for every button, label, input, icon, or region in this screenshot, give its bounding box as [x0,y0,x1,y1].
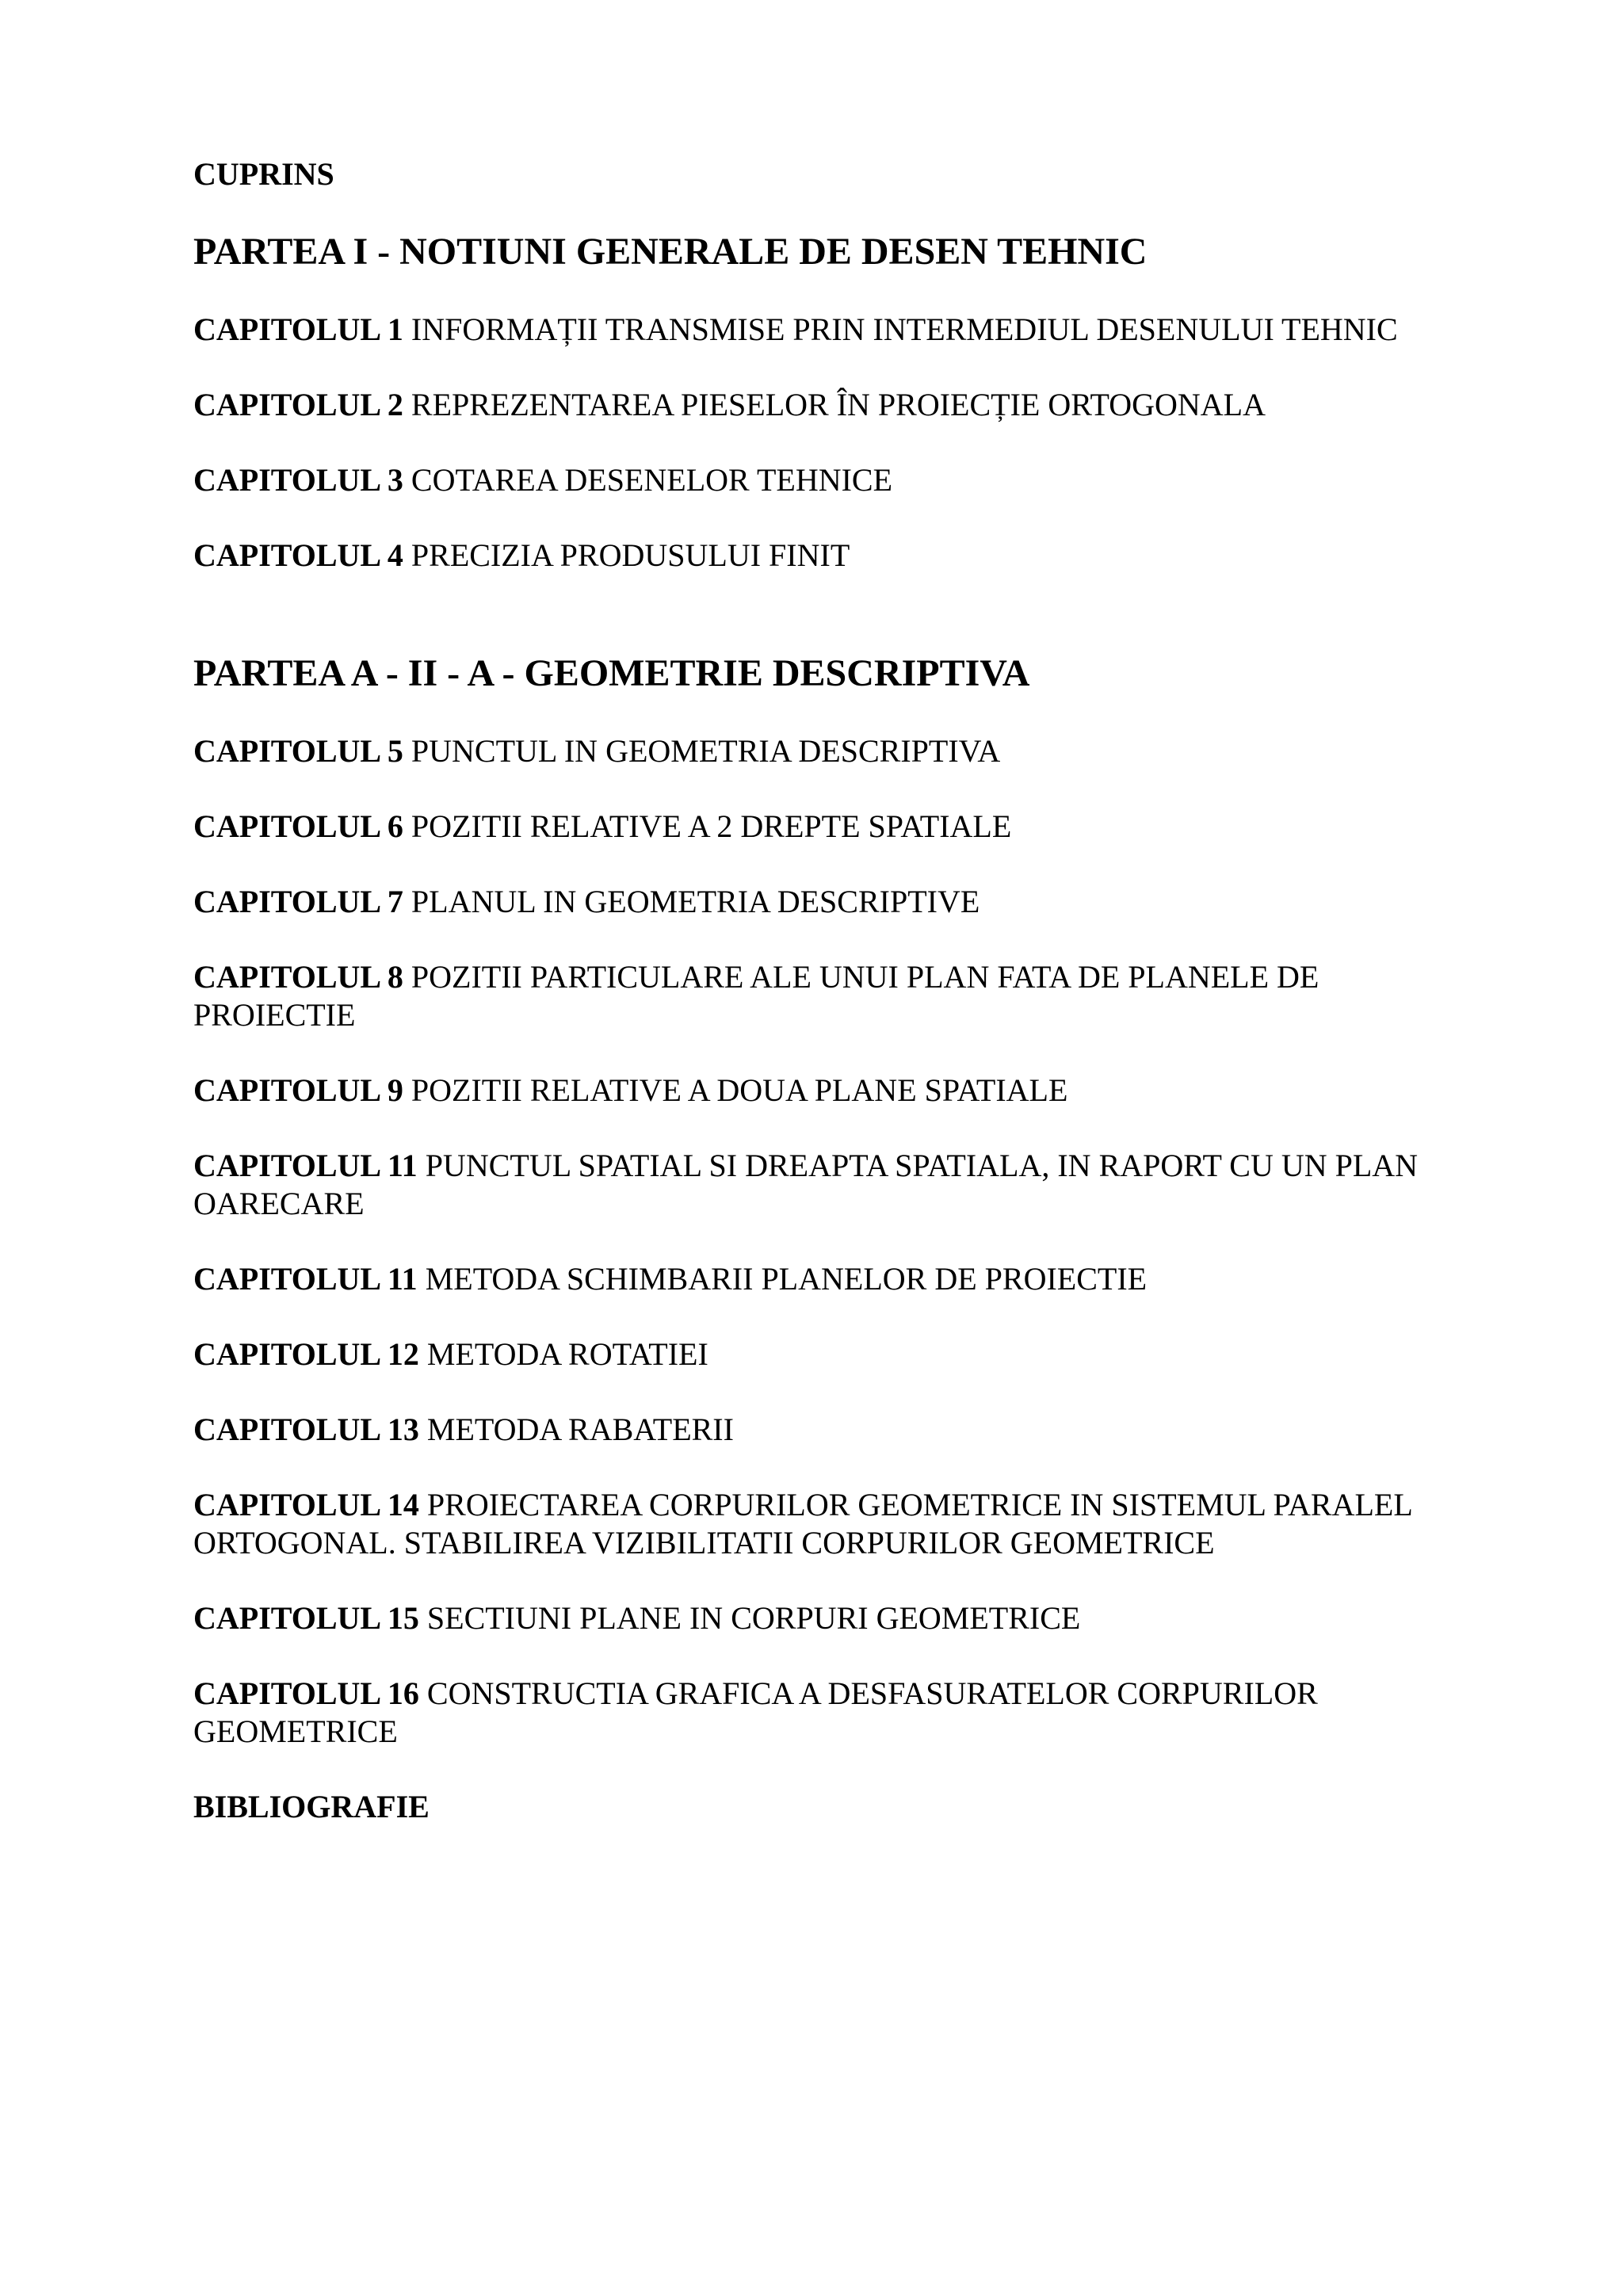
part-1-heading: PARTEA I - NOTIUNI GENERALE DE DESEN TEHNIC [193,231,1148,273]
chapter-label: CAPITOLUL 9 [193,1072,403,1108]
toc-entry-chapter-9[interactable] [193,1072,1477,1110]
chapter-label: CAPITOLUL 5 [193,733,403,769]
chapter-title: COTAREA DESENELOR TEHNICE [411,462,893,498]
toc-entry-chapter-11a[interactable] [193,1147,1477,1223]
chapter-title: POZITII PARTICULARE ALE UNUI PLAN FATA DE PLANELE DE PROIECTIE [193,959,1319,1033]
chapter-title: SECTIUNI PLANE IN CORPURI GEOMETRICE [426,1600,1081,1636]
chapter-title: PRECIZIA PRODUSULUI FINIT [411,537,850,573]
chapter-label: CAPITOLUL 1 [193,311,403,347]
chapter-label: CAPITOLUL 3 [193,462,403,498]
chapter-title: PUNCTUL SPATIAL SI DREAPTA SPATIALA, IN RAPORT CU UN PLAN OARECARE [193,1148,1419,1221]
toc-entry-chapter-4[interactable] [193,537,1477,575]
toc-entry-chapter-7[interactable] [193,883,1477,921]
chapter-title: INFORMAȚII TRANSMISE PRIN INTERMEDIUL DESENULUI TEHNIC [411,311,1398,347]
toc-entry-chapter-5[interactable] [193,732,1477,770]
chapter-title: CONSTRUCTIA GRAFICA A DESFASURATELOR CORPURILOR GEOMETRICE [193,1675,1318,1749]
toc-entry-chapter-2[interactable] [193,386,1477,424]
toc-entry-chapter-15[interactable] [193,1599,1477,1637]
chapter-label: CAPITOLUL 4 [193,537,403,573]
toc-entry-bibliography[interactable]: BIBLIOGRAFIE [193,1789,430,1824]
chapter-label: CAPITOLUL 16 [193,1675,419,1711]
toc-entry-chapter-16[interactable] [193,1675,1477,1751]
chapter-label: CAPITOLUL 8 [193,959,403,995]
chapter-title: METODA ROTATIEI [426,1336,708,1372]
chapter-label: CAPITOLUL 2 [193,387,403,422]
chapter-label: CAPITOLUL 14 [193,1487,419,1522]
toc-entry-chapter-12[interactable] [193,1335,1477,1373]
chapter-title: METODA RABATERII [426,1412,734,1447]
toc-entry-chapter-14[interactable] [193,1486,1477,1562]
chapter-label: CAPITOLUL 7 [193,884,403,919]
toc-title: CUPRINS [193,156,334,192]
chapter-title: PUNCTUL IN GEOMETRIA DESCRIPTIVA [411,733,1001,769]
chapter-label: CAPITOLUL 11 [193,1148,418,1183]
toc-entry-chapter-3[interactable] [193,461,1477,499]
part-2-heading: PARTEA A - II - A - GEOMETRIE DESCRIPTIVA [193,652,1030,694]
chapter-title: POZITII RELATIVE A 2 DREPTE SPATIALE [411,808,1012,844]
chapter-title: METODA SCHIMBARII PLANELOR DE PROIECTIE [425,1261,1148,1297]
chapter-label: CAPITOLUL 12 [193,1336,419,1372]
chapter-title: PLANUL IN GEOMETRIA DESCRIPTIVE [411,884,980,919]
toc-entry-chapter-11b[interactable] [193,1260,1477,1298]
chapter-label: CAPITOLUL 13 [193,1412,419,1447]
toc-entry-chapter-6[interactable] [193,808,1477,846]
chapter-label: CAPITOLUL 6 [193,808,403,844]
chapter-label: CAPITOLUL 11 [193,1261,418,1297]
chapter-title: REPREZENTAREA PIESELOR ÎN PROIECȚIE ORTOGONALA [411,387,1266,422]
chapter-title: PROIECTAREA CORPURILOR GEOMETRICE IN SISTEMUL PARALEL ORTOGONAL. STABILIREA VIZIBILITATII CORPURILOR GEOMETRICE [193,1487,1412,1561]
toc-entry-chapter-13[interactable] [193,1411,1477,1449]
chapter-title: POZITII RELATIVE A DOUA PLANE SPATIALE [411,1072,1068,1108]
toc-entry-chapter-8[interactable] [193,958,1477,1034]
chapter-label: CAPITOLUL 15 [193,1600,419,1636]
toc-entry-chapter-1[interactable] [193,311,1477,349]
